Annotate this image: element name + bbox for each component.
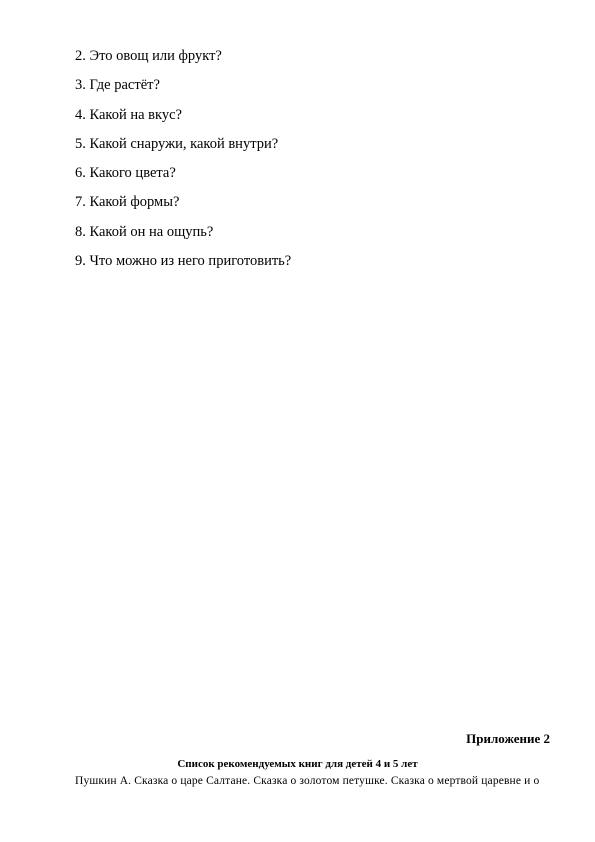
question-item: 5. Какой снаружи, какой внутри?	[75, 135, 279, 152]
question-item: 9. Что можно из него приготовить?	[75, 253, 292, 270]
question-item: 8. Какой он на ощупь?	[75, 223, 214, 240]
book-list-line: Пушкин А. Сказка о царе Салтане. Сказка о золотом петушке. Сказка о мертвой царевне и о	[75, 775, 540, 787]
book-list-title: Список рекомендуемых книг для детей 4 и 5 лет	[177, 758, 418, 770]
question-item: 6. Какого цвета?	[75, 165, 176, 182]
question-item: 4. Какой на вкус?	[75, 106, 182, 123]
appendix-label: Приложение 2	[466, 731, 550, 746]
question-list	[75, 42, 291, 276]
question-item: 3. Где растёт?	[75, 77, 160, 94]
question-item: 2. Это овощ или фрукт?	[75, 48, 222, 64]
question-item: 7. Какой формы?	[75, 194, 180, 211]
